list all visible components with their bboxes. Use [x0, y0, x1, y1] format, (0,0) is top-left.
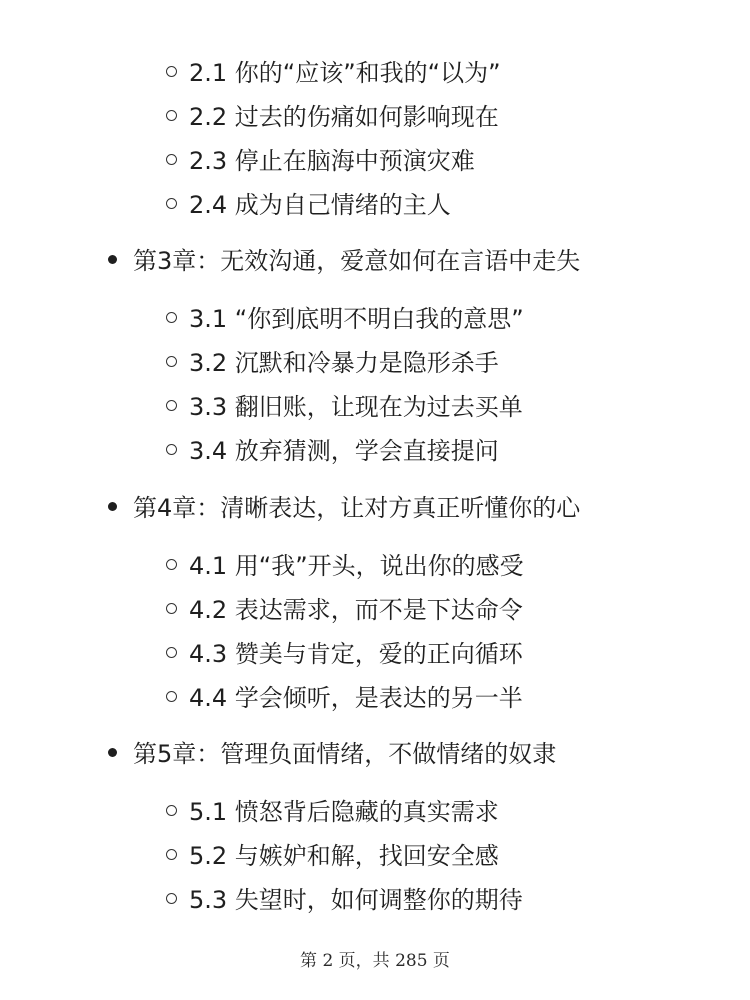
toc-item-4-1 — [166, 545, 524, 585]
hollow-bullet-icon — [166, 893, 177, 904]
toc-chapter-3 — [108, 240, 580, 280]
hollow-bullet-icon — [166, 805, 177, 816]
toc-item-label: 2.3 停止在脑海中预演灾难 — [189, 147, 475, 175]
toc-item-label: 3.1 “你到底明不明白我的意思” — [189, 305, 524, 333]
toc-item-3-2 — [166, 342, 499, 382]
hollow-bullet-icon — [166, 198, 177, 209]
toc-item-label: 4.2 表达需求，而不是下达命令 — [189, 596, 523, 624]
toc-item-2-1 — [166, 52, 501, 92]
toc-item-4-3 — [166, 633, 523, 673]
toc-item-5-1 — [166, 791, 499, 831]
toc-chapter-5 — [108, 733, 556, 773]
toc-item-label: 4.1 用“我”开头，说出你的感受 — [189, 552, 524, 580]
toc-item-2-4 — [166, 184, 451, 224]
filled-bullet-icon — [108, 748, 117, 757]
hollow-bullet-icon — [166, 400, 177, 411]
toc-item-3-4 — [166, 430, 499, 470]
toc-chapter-label: 第4章：清晰表达，让对方真正听懂你的心 — [133, 494, 581, 522]
hollow-bullet-icon — [166, 559, 177, 570]
hollow-bullet-icon — [166, 647, 177, 658]
toc-item-label: 3.4 放弃猜测，学会直接提问 — [189, 437, 499, 465]
hollow-bullet-icon — [166, 444, 177, 455]
toc-item-3-3 — [166, 386, 523, 426]
hollow-bullet-icon — [166, 66, 177, 77]
toc-item-label: 5.2 与嫉妒和解，找回安全感 — [189, 842, 499, 870]
toc-item-label: 3.3 翻旧账，让现在为过去买单 — [189, 393, 523, 421]
filled-bullet-icon — [108, 502, 117, 511]
toc-item-label: 2.1 你的“应该”和我的“以为” — [189, 59, 501, 87]
toc-item-label: 3.2 沉默和冷暴力是隐形杀手 — [189, 349, 499, 377]
toc-chapter-4 — [108, 487, 580, 527]
toc-item-label: 4.3 赞美与肯定，爱的正向循环 — [189, 640, 523, 668]
toc-chapter-label: 第5章：管理负面情绪，不做情绪的奴隶 — [133, 740, 557, 768]
toc-item-label: 5.1 愤怒背后隐藏的真实需求 — [189, 798, 499, 826]
page-number: 第 2 页，共 285 页 — [300, 951, 450, 971]
hollow-bullet-icon — [166, 312, 177, 323]
toc-item-3-1 — [166, 298, 524, 338]
toc-chapter-label: 第3章：无效沟通，爱意如何在言语中走失 — [133, 247, 581, 275]
toc-item-5-3 — [166, 879, 523, 919]
filled-bullet-icon — [108, 255, 117, 264]
toc-item-5-2 — [166, 835, 499, 875]
toc-item-label: 5.3 失望时，如何调整你的期待 — [189, 886, 523, 914]
toc-item-2-3 — [166, 140, 475, 180]
hollow-bullet-icon — [166, 603, 177, 614]
hollow-bullet-icon — [166, 691, 177, 702]
toc-item-label: 4.4 学会倾听，是表达的另一半 — [189, 684, 523, 712]
toc-item-4-2 — [166, 589, 523, 629]
toc-item-label: 2.2 过去的伤痛如何影响现在 — [189, 103, 499, 131]
hollow-bullet-icon — [166, 356, 177, 367]
hollow-bullet-icon — [166, 154, 177, 165]
hollow-bullet-icon — [166, 849, 177, 860]
toc-item-label: 2.4 成为自己情绪的主人 — [189, 191, 451, 219]
hollow-bullet-icon — [166, 110, 177, 121]
toc-item-2-2 — [166, 96, 499, 136]
toc-item-4-4 — [166, 677, 523, 717]
